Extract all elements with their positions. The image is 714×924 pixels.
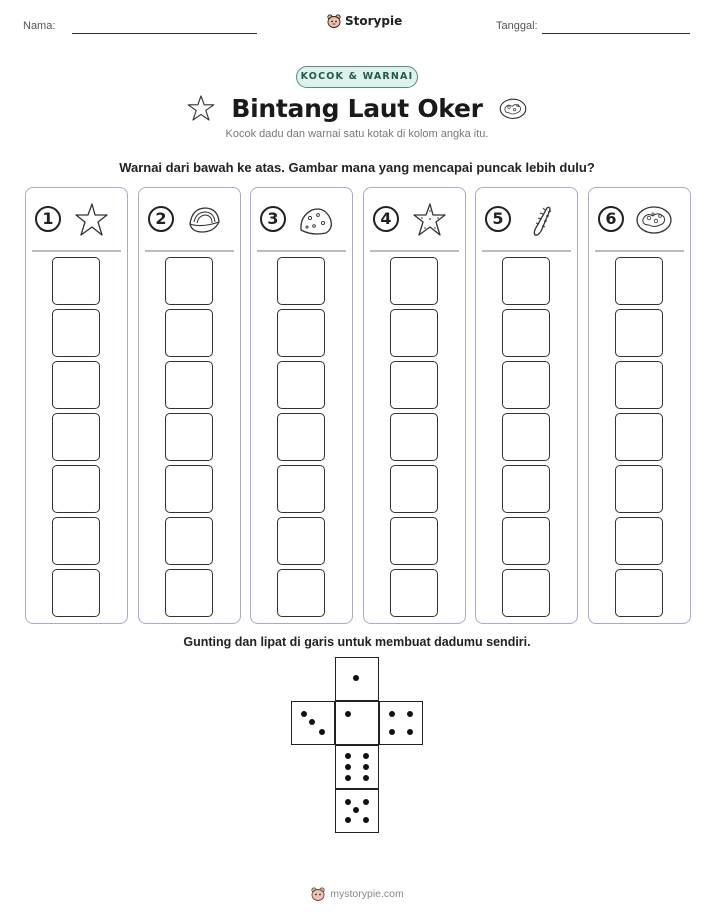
color-box[interactable]	[277, 257, 325, 305]
brand-name: Storypie	[345, 14, 403, 28]
footer	[0, 886, 714, 902]
color-box[interactable]	[52, 569, 100, 617]
column-1	[25, 187, 128, 624]
color-box[interactable]	[277, 361, 325, 409]
die-face-left	[291, 701, 335, 745]
color-box[interactable]	[277, 413, 325, 461]
cut-instruction: Gunting dan lipat di garis untuk membuat dadumu sendiri.	[183, 635, 531, 649]
column-3	[250, 187, 353, 624]
color-box[interactable]	[615, 257, 663, 305]
column-divider	[145, 250, 234, 252]
column-header	[373, 202, 457, 238]
die-pip	[363, 775, 369, 781]
column-2	[138, 187, 241, 624]
color-box[interactable]	[277, 569, 325, 617]
die-pip	[389, 711, 395, 717]
die-pip	[345, 764, 351, 770]
die-pip	[389, 729, 395, 735]
color-box[interactable]	[615, 517, 663, 565]
color-box[interactable]	[165, 309, 213, 357]
die-pip	[353, 807, 359, 813]
title-row	[0, 92, 714, 124]
die-pip	[363, 817, 369, 823]
activity-badge: KOCOK & WARNAI	[296, 66, 418, 88]
column-header	[598, 202, 682, 238]
die-pip	[345, 711, 351, 717]
die-face-top	[335, 657, 379, 701]
column-divider	[595, 250, 684, 252]
color-box[interactable]	[615, 569, 663, 617]
column-number: 2	[148, 206, 174, 232]
column-6	[588, 187, 691, 624]
column-number: 1	[35, 206, 61, 232]
coral-rock-icon	[634, 202, 674, 238]
column-number: 6	[598, 206, 624, 232]
color-box[interactable]	[277, 517, 325, 565]
die-pip	[363, 753, 369, 759]
color-box[interactable]	[52, 465, 100, 513]
color-box[interactable]	[390, 413, 438, 461]
name-line[interactable]	[72, 33, 257, 34]
color-box[interactable]	[277, 309, 325, 357]
color-box[interactable]	[390, 569, 438, 617]
spotted-rock-icon	[296, 202, 336, 238]
column-header	[35, 202, 119, 238]
color-box[interactable]	[502, 569, 550, 617]
color-box[interactable]	[502, 361, 550, 409]
die-pip	[309, 719, 315, 725]
color-box[interactable]	[165, 257, 213, 305]
die-pip	[319, 729, 325, 735]
color-box[interactable]	[165, 569, 213, 617]
column-number: 3	[260, 206, 286, 232]
color-box[interactable]	[615, 413, 663, 461]
color-box[interactable]	[165, 517, 213, 565]
mascot-icon	[310, 886, 326, 902]
die-pip	[345, 753, 351, 759]
die-face-center	[335, 701, 379, 745]
color-box[interactable]	[390, 257, 438, 305]
color-box[interactable]	[502, 309, 550, 357]
starfish-outline-icon	[71, 202, 111, 238]
die-face-right	[379, 701, 423, 745]
color-box[interactable]	[52, 517, 100, 565]
footer-url[interactable]: mystorypie.com	[330, 888, 404, 900]
die-pip	[345, 775, 351, 781]
color-box[interactable]	[615, 309, 663, 357]
color-box[interactable]	[277, 465, 325, 513]
storypie-logo	[326, 13, 402, 29]
column-divider	[257, 250, 346, 252]
die-pip	[407, 729, 413, 735]
color-box[interactable]	[390, 309, 438, 357]
die-pip	[363, 764, 369, 770]
column-5	[475, 187, 578, 624]
coral-rock-title-icon	[497, 92, 529, 124]
color-box[interactable]	[502, 517, 550, 565]
column-number: 4	[373, 206, 399, 232]
color-box[interactable]	[390, 465, 438, 513]
date-line[interactable]	[542, 33, 690, 34]
name-label: Nama:	[23, 20, 56, 32]
die-pip	[345, 817, 351, 823]
page-title: Bintang Laut Oker	[231, 93, 483, 123]
color-box[interactable]	[390, 517, 438, 565]
clam-shell-icon	[184, 202, 224, 238]
die-face-bottom	[335, 789, 379, 833]
die-face-lower	[335, 745, 379, 789]
column-divider	[482, 250, 571, 252]
column-divider	[32, 250, 121, 252]
color-box[interactable]	[165, 465, 213, 513]
die-pip	[353, 675, 359, 681]
color-box[interactable]	[52, 257, 100, 305]
die-pip	[345, 799, 351, 805]
color-box[interactable]	[52, 309, 100, 357]
subtitle: Kocok dadu dan warnai satu kotak di kolom angka itu.	[225, 128, 489, 140]
date-label: Tanggal:	[496, 20, 538, 32]
die-pip	[301, 711, 307, 717]
starfish-title-icon	[185, 92, 217, 124]
color-box[interactable]	[502, 413, 550, 461]
starfish-textured-icon	[409, 202, 449, 238]
instruction-text: Warnai dari bawah ke atas. Gambar mana yang mencapai puncak lebih dulu?	[119, 160, 595, 175]
color-box[interactable]	[165, 361, 213, 409]
color-box[interactable]	[615, 361, 663, 409]
column-divider	[370, 250, 459, 252]
column-4	[363, 187, 466, 624]
column-number: 5	[485, 206, 511, 232]
color-box[interactable]	[52, 413, 100, 461]
mascot-icon	[326, 13, 342, 29]
color-box[interactable]	[390, 361, 438, 409]
column-header	[485, 202, 569, 238]
color-box[interactable]	[52, 361, 100, 409]
column-header	[148, 202, 232, 238]
sea-cucumber-icon	[521, 202, 561, 238]
color-box[interactable]	[502, 257, 550, 305]
column-header	[260, 202, 344, 238]
color-box[interactable]	[165, 413, 213, 461]
color-box[interactable]	[502, 465, 550, 513]
color-box[interactable]	[615, 465, 663, 513]
die-pip	[407, 711, 413, 717]
die-pip	[363, 799, 369, 805]
